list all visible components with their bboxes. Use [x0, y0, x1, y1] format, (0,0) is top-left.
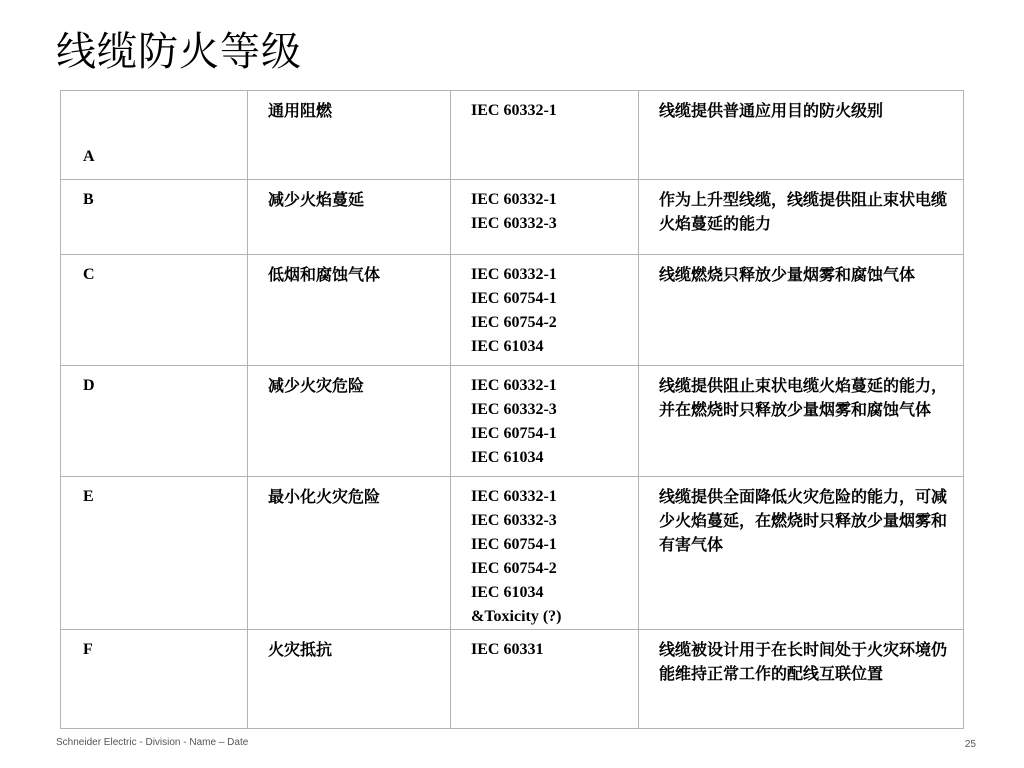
standards-cell	[451, 180, 639, 255]
standard-item: IEC 60332-3	[471, 401, 557, 418]
name-cell: 减少火焰蔓延	[248, 180, 451, 255]
standard-item: IEC 60332-1	[471, 377, 557, 394]
grade-cell: B	[61, 180, 248, 255]
footer-text: Schneider Electric - Division - Name – Date	[56, 737, 249, 748]
name-cell: 减少火灾危险	[248, 366, 451, 477]
name-cell: 通用阻燃	[248, 91, 451, 180]
standard-item: IEC 60331	[471, 641, 544, 658]
fire-grade-table	[60, 90, 964, 729]
grade-cell: F	[61, 630, 248, 729]
description-cell: 线缆提供全面降低火灾危险的能力，可减少火焰蔓延，在燃烧时只释放少量烟雾和有害气体	[639, 477, 964, 630]
standard-item: IEC 60332-1	[471, 191, 557, 208]
standards-cell	[451, 255, 639, 366]
table-row	[61, 630, 964, 729]
grade-cell: D	[61, 366, 248, 477]
table-row	[61, 255, 964, 366]
standard-item: IEC 60754-2	[471, 560, 557, 577]
standard-item: IEC 60754-1	[471, 290, 557, 307]
standards-cell	[451, 91, 639, 180]
standard-item: IEC 60332-3	[471, 512, 557, 529]
grade-label: A	[83, 148, 95, 165]
standards-cell	[451, 477, 639, 630]
description-cell: 线缆被设计用于在长时间处于火灾环境仍能维持正常工作的配线互联位置	[639, 630, 964, 729]
grade-cell: E	[61, 477, 248, 630]
description-cell: 作为上升型线缆，线缆提供阻止束状电缆火焰蔓延的能力	[639, 180, 964, 255]
standard-item: IEC 60754-2	[471, 314, 557, 331]
standard-item: IEC 61034	[471, 338, 544, 355]
standard-item: IEC 60332-3	[471, 215, 557, 232]
description-cell: 线缆提供普通应用目的防火级别	[639, 91, 964, 180]
table-row	[61, 180, 964, 255]
standards-cell	[451, 630, 639, 729]
standard-item: IEC 61034	[471, 449, 544, 466]
description-cell: 线缆提供阻止束状电缆火焰蔓延的能力，并在燃烧时只释放少量烟雾和腐蚀气体	[639, 366, 964, 477]
page-number: 25	[964, 739, 976, 750]
page-title: 线缆防火等级	[56, 29, 302, 75]
name-cell: 低烟和腐蚀气体	[248, 255, 451, 366]
standard-item: IEC 60754-1	[471, 536, 557, 553]
table-row	[61, 91, 964, 180]
standard-item: IEC 60754-1	[471, 425, 557, 442]
table-row	[61, 366, 964, 477]
standard-item: IEC 60332-1	[471, 266, 557, 283]
description-cell: 线缆燃烧只释放少量烟雾和腐蚀气体	[639, 255, 964, 366]
name-cell: 最小化火灾危险	[248, 477, 451, 630]
table-row	[61, 477, 964, 630]
grade-cell	[61, 91, 248, 180]
standard-item: &Toxicity (?)	[471, 608, 562, 625]
grade-cell: C	[61, 255, 248, 366]
standard-item: IEC 61034	[471, 584, 544, 601]
name-cell: 火灾抵抗	[248, 630, 451, 729]
standard-item: IEC 60332-1	[471, 488, 557, 505]
standard-item: IEC 60332-1	[471, 102, 557, 119]
standards-cell	[451, 366, 639, 477]
